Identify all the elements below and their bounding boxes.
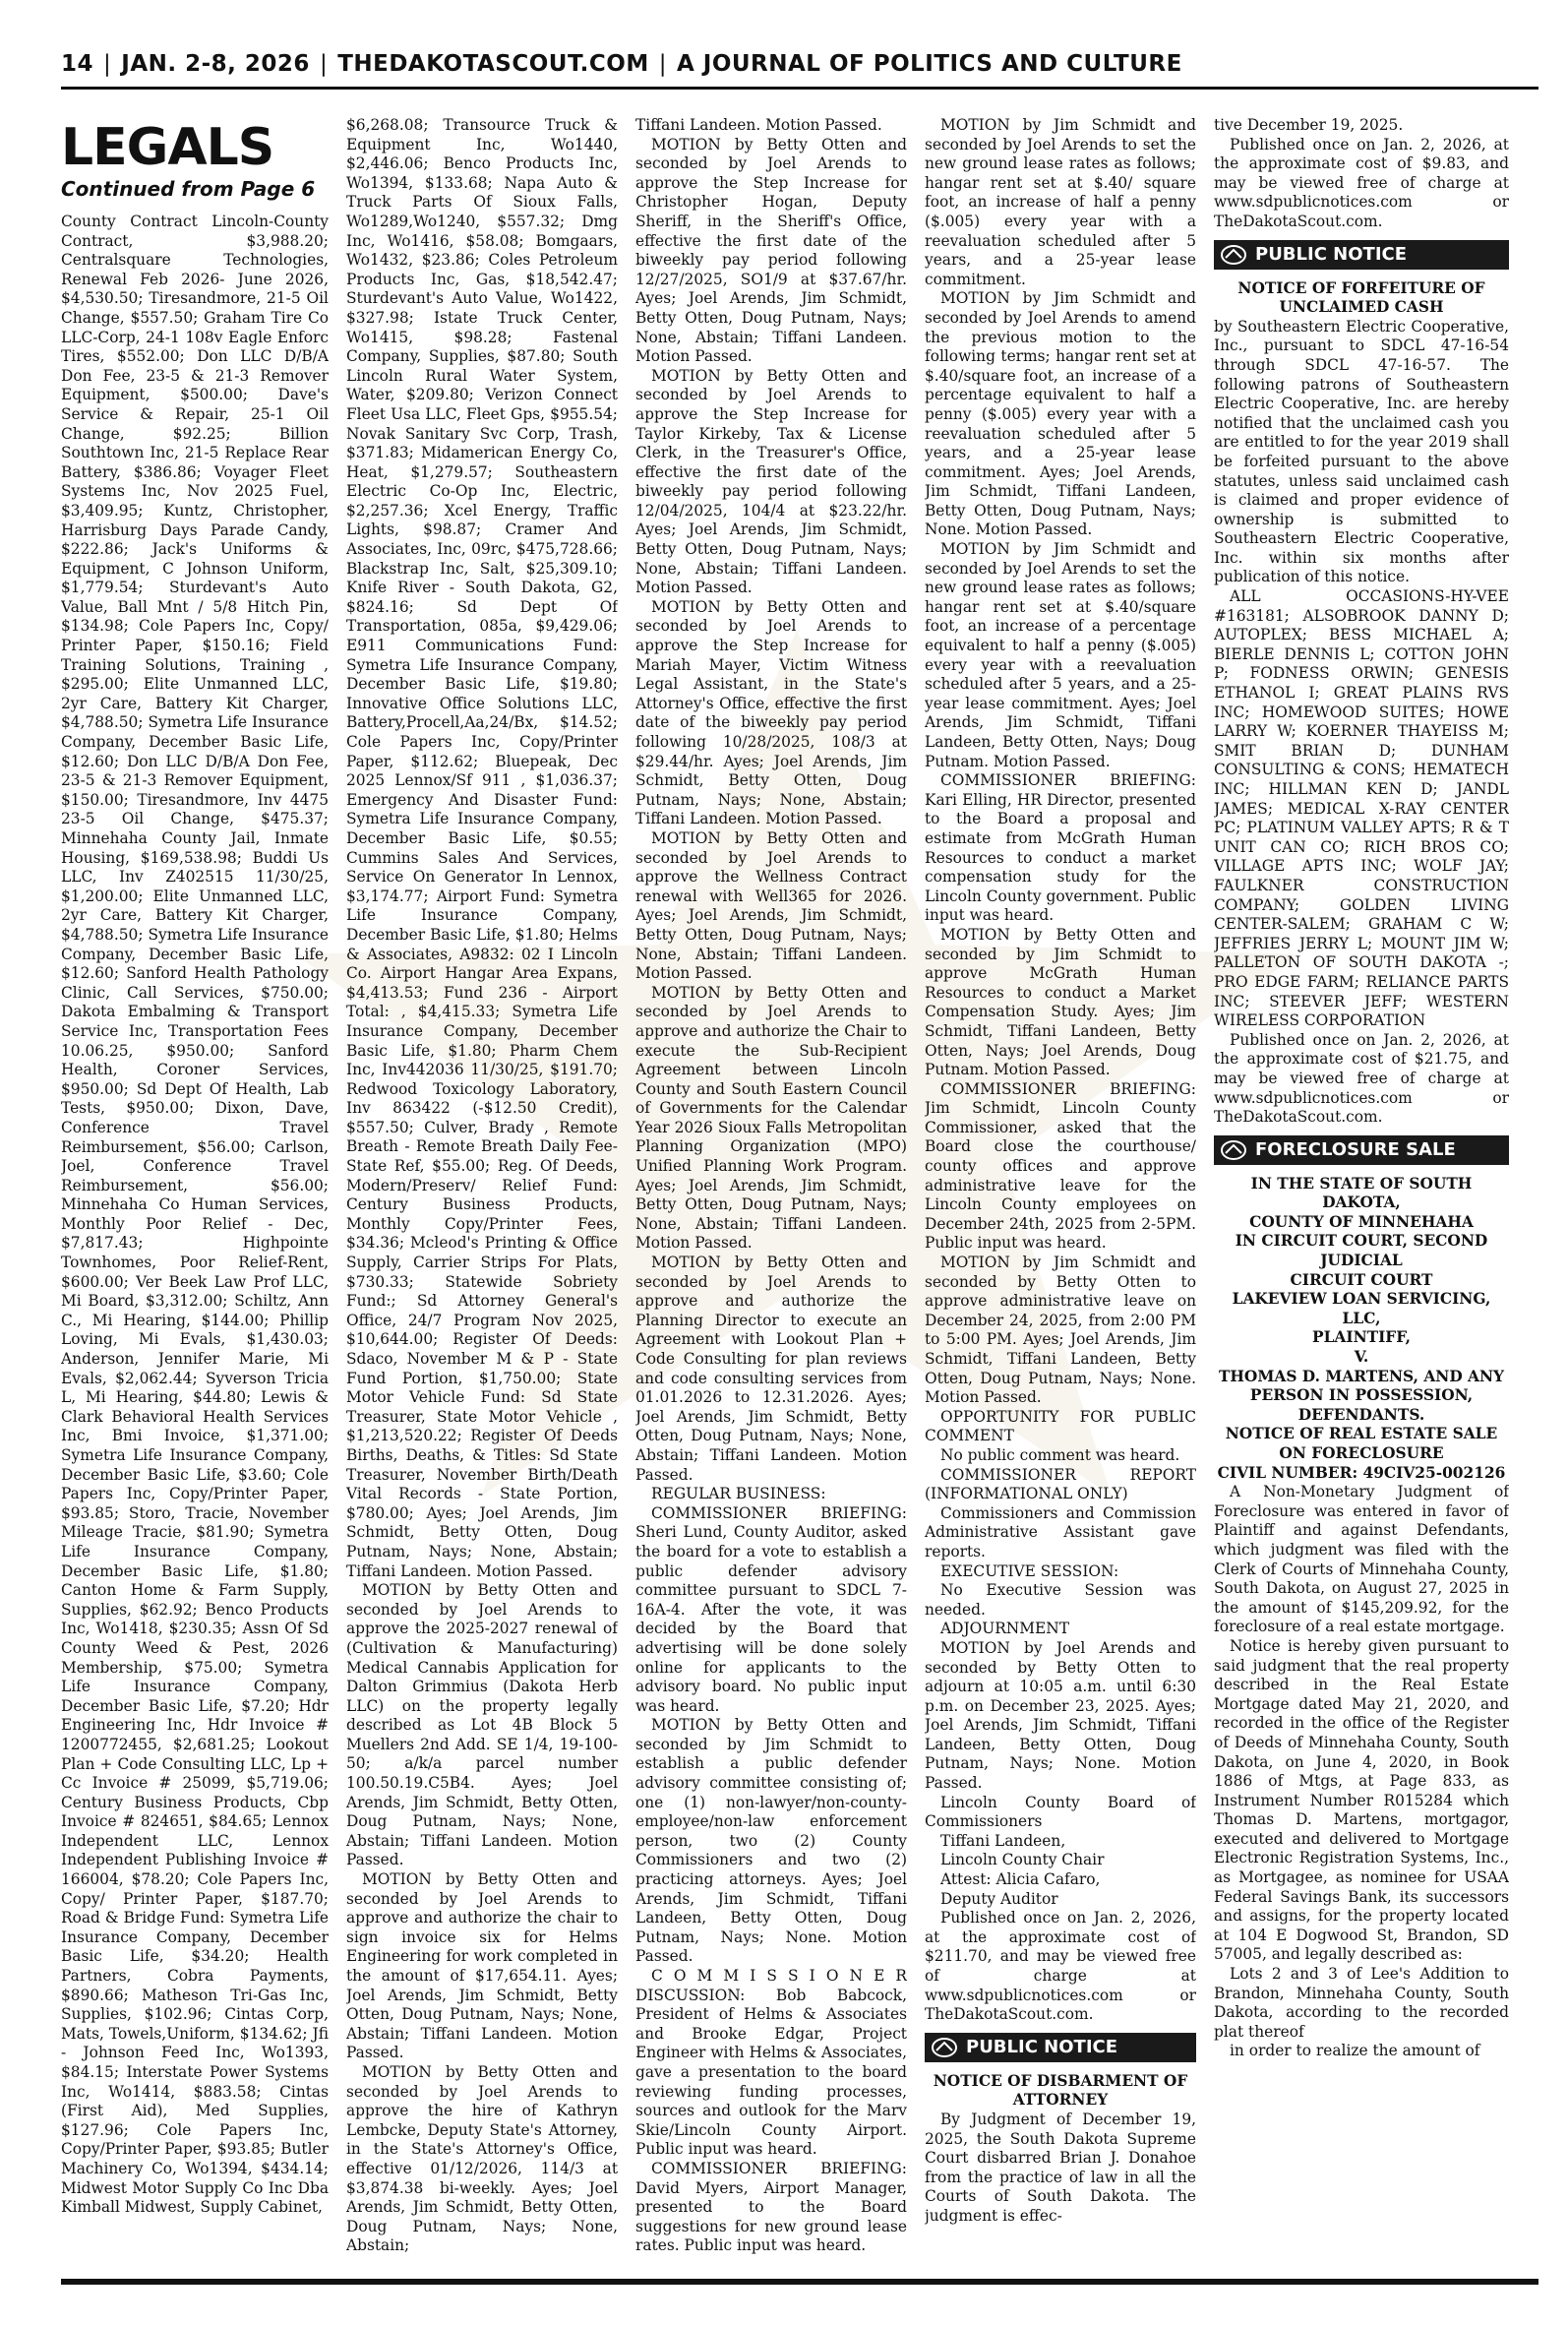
notice-heading: CIRCUIT COURT — [1290, 1270, 1433, 1289]
column-paragraph: MOTION by Betty Otten and seconded by Joel Arends to approve the Step Increase for Mariah Mayer, Victim Witness Legal Assistant, in the State's Attorney's Office, effective the first date of the biweekly pay period following 10/28/2025, 108/3 at $29.44/hr. Ayes; Joel Arends, Jim Schmidt, Betty Otten, Doug Putnam, Nays; None, Abstain; Tiffani Landeen. Motion Passed. — [635, 597, 907, 828]
column-paragraph: County Contract Lincoln-County Contract, $3,988.20; Centralsquare Technologies, Renewal Feb 2026- June 2026, $4,530.50; Tiresandmore, 21-5 Oil Change, $557.50; Graham Tire Co LLC-Corp, 24-1 108v Eagle Enforc Tires, $552.00; Don LLC D/B/A Don Fee, 23-5 & 21-3 Remover Equipment, $500.00; Dave's Service & Repair, 25-1 Oil Change, $92.25; Billion Southtown Inc, 21-5 Replace Rear Battery, $386.86; Voyager Fleet Systems Inc, Nov 2025 Fuel, $3,409.95; Kuntz, Christopher, Harrisburg Days Parade Candy, $222.86; Jack's Uniforms & Equipment, C Johnson Uniform, $1,779.54; Sturdevant's Auto Value, Ball Mnt / 5/8 Hitch Pin, $134.98; Cole Papers Inc, Copy/ Printer Paper, $150.16; Field Training Solutions, Training , $295.00; Elite Unmanned LLC, 2yr Care, Battery Kit Charger, $4,788.50; Symetra Life Insurance Company, December Basic Life, $12.60; Don LLC D/B/A Don Fee, 23-5 & 21-3 Remover Equipment, $150.00; Tiresandmore, Inv 4475 23-5 Oil Change, $475.37; Minnehaha County Jail, Inmate Housing, $169,538.98; Buddi Us LLC, Inv Z402515 11/30/25, $1,200.00; Elite Unmanned LLC, 2yr Care, Battery Kit Charger, $4,788.50; Symetra Life Insurance Company, December Basic Life, $12.60; Sanford Health Pathology Clinic, Call Services, $750.00; Dakota Embalming & Transport Service Inc, Transportation Fees 10.06.25, $950.00; Sanford Health, Coroner Services, $950.00; Sd Dept Of Health, Lab Tests, $950.00; Dixon, Dave, Conference Travel Reimbursement, $56.00; Carlson, Joel, Conference Travel Reimbursement, $56.00; Minnehaha Co Human Services, Monthly Poor Relief - Dec, $7,817.43; Highpointe Townhomes, Poor Relief-Rent, $600.00; Ver Beek Law Prof LLC, Mi Board, $3,312.00; Schiltz, Ann C., Mi Hearing, $144.00; Phillip Loving, Mi Evals, $1,430.03; Anderson, Jennifer Marie, Mi Evals, $2,062.44; Syverson Tricia L, Mi Hearing, $44.80; Lewis & Clark Behavioral Health Services Inc, Bmi Invoice, $1,371.00; Symetra Life Insurance Company, December Basic Life, $3.60; Cole Papers Inc, Copy/Printer Paper, $93.85; Storo, Tracie, November Mileage Tracie, $81.90; Symetra Life Insurance Company, December Basic Life, $1.80; Canton Home & Farm Supply, Supplies, $62.92; Benco Products Inc, Wo1418, $230.35; Assn Of Sd County Weed & Pest, 2026 Membership, $75.00; Symetra Life Insurance Company, December Basic Life, $7.20; Hdr Engineering Inc, Hdr Invoice # 1200772455, $2,681.25; Lookout Plan + Code Consulting LLC, Lp + Cc Invoice # 25099, $5,719.06; Century Business Products, Cbp Invoice # 824651, $84.65; Lennox Independent LLC, Lennox Independent Publishing Invoice # 166004, $78.20; Cole Papers Inc, Copy/ Printer Paper, $187.70; Road & Bridge Fund: Symetra Life Insurance Company, December Basic Life, $34.20; Health Partners, Cobra Payments, $890.66; Matheson Tri-Gas Inc, Supplies, $102.96; Cintas Corp, Mats, Towels,Uniform, $134.62; Jfi - Johnson Feed Inc, Wo1393, $84.15; Interstate Power Systems Inc, Wo1414, $883.58; Cintas (First Aid), Med Supplies, $127.96; Cole Papers Inc, Copy/Printer Paper, $93.85; Butler Machinery Co, Wo1394, $434.14; Midwest Motor Supply Co Inc Dba Kimball Midwest, Supply Cabinet, — [61, 213, 329, 2217]
column-paragraph: MOTION by Betty Otten and seconded by Joel Arends to approve the 2025-2027 renewal of (Cultivation & Manufacturing) Medical Cannabis Application for Dalton Grimmius (Dakota Herb LLC) on the property legally described as Lot 4B Block 5 Muellers 2nd Add. SE 1/4, 19-100-50; a/k/a parcel number 100.50.19.C5B4. Ayes; Joel Arends, Jim Schmidt, Betty Otten, Doug Putnam, Nays; None, Abstain; Tiffani Landeen. Motion Passed. — [346, 1581, 618, 1869]
tagline: A JOURNAL OF POLITICS AND CULTURE — [676, 51, 1182, 77]
notice-bar-label: FORECLOSURE SALE — [1255, 1138, 1456, 1160]
column-paragraph: Deputy Auditor — [940, 1889, 1058, 1908]
column-paragraph: EXECUTIVE SESSION: — [940, 1561, 1119, 1580]
notice-emblem-icon — [1220, 1139, 1247, 1161]
column-paragraph: By Judgment of December 19, 2025, the South Dakota Supreme Court disbarred Brian J. Donahoe from the practice of law in all the Courts of South Dakota. The judgment is effec- — [925, 2110, 1196, 2225]
column-paragraph: MOTION by Betty Otten and seconded by Joel Arends to approve and authorize the Chair to execute the Sub-Recipient Agreement between Lincoln County and South Eastern Council of Governments for the Calendar Year 2026 Sioux Falls Metropolitan Planning Organization (MPO) Unified Planning Work Program. Ayes; Joel Arends, Jim Schmidt, Betty Otten, Doug Putnam, Nays; None, Abstain; Tiffani Landeen. Motion Passed. — [635, 983, 907, 1253]
column-paragraph: Notice is hereby given pursuant to said judgment that the real property described in the Real Estate Mortgage dated May 21, 2020, and recorded in the office of the Register of Deeds of Minnehaha County, South Dakota, on June 4, 2020, in Book 1886 of Mtgs, at Page 833, as Instrument Number R015284 which Thomas D. Martens, mortgagor, executed and delivered to Mortgage Electronic Registration Systems, Inc., as Mortgagee, as nominee for USAA Federal Savings Bank, its successors and assigns, for the property located at 104 E Dogwood St, Brandon, SD 57005, and legally described as: — [1214, 1636, 1509, 1964]
column-1 — [61, 120, 329, 2218]
column-paragraph: MOTION by Betty Otten and seconded by Jim Schmidt to approve McGrath Human Resources to conduct a Market Compensation Study. Ayes; Jim Schmidt, Tiffani Landeen, Betty Otten, Nays; Joel Arends, Doug Putnam. Motion Passed. — [925, 925, 1196, 1079]
column-4 — [925, 116, 1196, 2227]
notice-bar-label: PUBLIC NOTICE — [1255, 243, 1408, 265]
notice-heading: NOTICE OF REAL ESTATE SALE ON FORECLOSURE — [1225, 1425, 1498, 1462]
column-3 — [635, 116, 907, 2256]
column-paragraph: MOTION by Jim Schmidt and seconded by Joel Arends to set the new ground lease rates as follows; hangar rent set at $.40/ square foot, an increase of half a penny ($.005) every year with a reevaluation scheduled after 5 years, and a 25-year lease commitment. — [925, 116, 1196, 288]
notice-heading: COUNTY OF MINNEHAHA — [1249, 1212, 1474, 1231]
column-paragraph: Lincoln County Board of Commissioners — [925, 1793, 1196, 1831]
notice-heading: IN THE STATE OF SOUTH DAKOTA, — [1250, 1174, 1473, 1212]
column-paragraph: MOTION by Betty Otten and seconded by Joel Arends to approve and authorize the chair to sign invoice six for Helms Engineering for work completed in the amount of $17,654.11. Ayes; Joel Arends, Jim Schmidt, Betty Otten, Doug Putnam, Nays; None, Abstain; Tiffani Landeen. Motion Passed. — [346, 1870, 618, 2062]
section-subtitle: Continued from Page 6 — [61, 177, 316, 201]
column-paragraph: MOTION by Betty Otten and seconded by Jim Schmidt to establish a public defender advisory committee consisting of; one (1) non-lawyer/non-county-employee/non-law enforcement person, two (2) County Commissioners and two (2) practicing attorneys. Ayes; Joel Arends, Jim Schmidt, Tiffani Landeen, Betty Otten, Doug Putnam, Nays; None. Motion Passed. — [635, 1716, 907, 1966]
column-paragraph: MOTION by Joel Arends and seconded by Betty Otten to adjourn at 10:05 a.m. until 6:30 p.m. on December 23, 2025. Ayes; Joel Arends, Jim Schmidt, Tiffani Landeen, Betty Otten, Doug Putnam, Nays; None. Motion Passed. — [925, 1638, 1196, 1793]
public-notice-bar — [925, 2033, 1196, 2062]
column-paragraph: MOTION by Jim Schmidt and seconded by Joel Arends to amend the previous motion to the following terms; hangar rent set at $.40/square foot, an increase of a percentage equivalent to half a penny ($.005) every year with a reevaluation scheduled after 5 years, and a 25-year lease commitment. Ayes; Joel Arends, Jim Schmidt, Tiffani Landeen, Betty Otten, Doug Putnam, Nays; None. Motion Passed. — [925, 289, 1196, 539]
column-paragraph: Lincoln County Chair — [940, 1851, 1105, 1869]
notice-emblem-icon — [1220, 244, 1247, 266]
foreclosure-sale-bar — [1214, 1135, 1509, 1165]
header-rule — [61, 87, 1538, 90]
column-paragraph: Published once on Jan. 2, 2026, at the approximate cost of $21.75, and may be viewed free of charge at www.sdpublicnotices.com or TheDakotaScout.com. — [1214, 1030, 1509, 1127]
column-paragraph: COMMISSIONER BRIEFING: Jim Schmidt, Lincoln County Commissioner, asked that the Board close the courthouse/ county offices and approve administrative leave for the Lincoln County employees on December 24th, 2025 from 2-5PM. Public input was heard. — [925, 1079, 1196, 1253]
column-paragraph: in order to realize the amount of — [1230, 2042, 1480, 2060]
page-number: 14 — [61, 51, 94, 77]
column-5 — [1214, 116, 1509, 2061]
column-paragraph: MOTION by Jim Schmidt and seconded by Betty Otten to approve administrative leave on December 24, 2025, from 2:00 PM to 5:00 PM. Ayes; Joel Arends, Jim Schmidt, Tiffani Landeen, Betty Otten, Doug Putnam, Nays; None. Motion Passed. — [925, 1254, 1196, 1407]
notice-heading: CIVIL NUMBER: 49CIV25-002126 — [1217, 1463, 1506, 1482]
column-paragraph: Tiffani Landeen, — [940, 1831, 1066, 1850]
column-paragraph: No public comment was heard. — [940, 1445, 1180, 1464]
column-paragraph: ALL OCCASIONS-HY-VEE #163181; ALSOBROOK DANNY D; AUTOPLEX; BESS MICHAEL A; BIERLE DENNIS L; COTTON JOHN P; FODNESS ORWIN; GENESIS ETHANOL I; GREAT PLAINS RVS INC; HOMEWOOD SUITES; HOWE LARRY W; KOERNER THAYEISS M; SMIT BRIAN D; DUNHAM CONSULTING & CONS; HEMATECH INC; HILLMAN KEN D; JANDL JAMES; MEDICAL X-RAY CENTER PC; PLATINUM VALLEY APTS; R & T UNIT CAN CO; RICH BROS CO; VILLAGE APTS INC; WOLF JAY; FAULKNER CONSTRUCTION COMPANY; GOLDEN LIVING CENTER-SALEM; GRAHAM C W; JEFFRIES JERRY L; MOUNT JIM W; PALLETON OF SOUTH DAKOTA -; PRO EDGE FARM; RELIANCE PARTS INC; STEEVER JEFF; WESTERN WIRELESS CORPORATION — [1214, 587, 1509, 1030]
column-paragraph: Published once on Jan. 2, 2026, at the approximate cost of $9.83, and may be viewed free of charge at www.sdpublicnotices.com or TheDakotaScout.com. — [1214, 135, 1509, 230]
separator: | — [658, 51, 667, 77]
column-paragraph: MOTION by Betty Otten and seconded by Joel Arends to approve the Step Increase for Taylor Kirkeby, Tax & License Clerk, in the Treasurer's Office, effective the first date of the biweekly pay period following 12/04/2025, 104/4 at $23.22/hr. Ayes; Joel Arends, Jim Schmidt, Betty Otten, Doug Putnam, Nays; None, Abstain; Tiffani Landeen. Motion Passed. — [635, 366, 907, 597]
notice-heading: NOTICE OF DISBARMENT OF ATTORNEY — [933, 2071, 1188, 2110]
column-paragraph: COMMISSIONER REPORT (INFORMATIONAL ONLY) — [925, 1465, 1196, 1503]
column-paragraph: COMMISSIONER BRIEFING: David Myers, Airport Manager, presented to the Board suggestions for new ground lease rates. Public input was heard. — [635, 2159, 907, 2255]
column-paragraph: OPPORTUNITY FOR PUBLIC COMMENT — [925, 1407, 1196, 1445]
footer-rule — [61, 2279, 1538, 2285]
column-paragraph: MOTION by Betty Otten and seconded by Joel Arends to approve the Wellness Contract renewal with Well365 for 2026. Ayes; Joel Arends, Jim Schmidt, Betty Otten, Doug Putnam, Nays; None, Abstain; Tiffani Landeen. Motion Passed. — [635, 828, 907, 983]
page-header — [61, 51, 1182, 77]
issue-date: JAN. 2-8, 2026 — [121, 51, 310, 77]
column-paragraph: Attest: Alicia Cafaro, — [940, 1870, 1101, 1889]
notice-bar-label: PUBLIC NOTICE — [966, 2036, 1118, 2057]
site-name: THEDAKOTASCOUT.COM — [337, 51, 649, 77]
notice-heading: NOTICE OF FORFEITURE OF UNCLAIMED CASH — [1237, 278, 1485, 317]
notice-heading: THOMAS D. MARTENS, AND ANY PERSON IN POSSESSION, DEFENDANTS. — [1218, 1367, 1505, 1424]
column-paragraph: $6,268.08; Transource Truck & Equipment Inc, Wo1440, $2,446.06; Benco Products Inc, Wo1394, $133.68; Napa Auto & Truck Parts Of Sioux Falls, Wo1289,Wo1240, $557.32; Dmg Inc, Wo1416, $58.08; Bomgaars, Wo1432, $23.86; Coles Petroleum Products Inc, Gas, $18,542.47; Sturdevant's Auto Value, Wo1422, $327.98; Istate Truck Center, Wo1415, $98.28; Fastenal Company, Supplies, $87.80; South Lincoln Rural Water System, Water, $209.80; Verizon Connect Fleet Usa LLC, Fleet Gps, $955.54; Novak Sanitary Svc Corp, Trash, $371.83; Midamerican Energy Co, Heat, $1,279.57; Southeastern Electric Co-Op Inc, Electric, $2,257.36; Xcel Energy, Traffic Lights, $98.87; Cramer And Associates, Inc, 09rc, $475,728.66; Blackstrap Inc, Salt, $25,309.10; Knife River - South Dakota, G2, $824.16; Sd Dept Of Transportation, 085a, $9,429.06; E911 Communications Fund: Symetra Life Insurance Company, December Basic Life, $19.80; Innovative Office Solutions LLC, Battery,Procell,Aa,24/Bx, $14.52; Cole Papers Inc, Copy/Printer Paper, $112.62; Bluepeak, Dec 2025 Lennox/Sf 911 , $1,036.37; Emergency And Disaster Fund: Symetra Life Insurance Company, December Basic Life, $0.55; Cummins Sales And Services, Service On Generator In Lennox, $3,174.77; Airport Fund: Symetra Life Insurance Company, December Basic Life, $1.80; Helms & Associates, A9832: 02 I Lincoln Co. Airport Hangar Area Expans, $4,413.53; Fund 236 - Airport Total: , $4,415.33; Symetra Life Insurance Company, December Basic Life, $1.80; Pharm Chem Inc, Inv442036 11/30/25, $191.70; Redwood Toxicology Laboratory, Inv 863422 (-$12.50 Credit), $557.50; Culver, Brady , Remote Breath - Remote Breath Daily Fee- State Ref, $55.00; Reg. Of Deeds, Modern/Preserv/ Relief Fund: Century Business Products, Monthly Copy/Printer Fees, $34.36; Mcleod's Printing & Office Supply, Carrier Strips For Plats, $730.33; Statewide Sobriety Fund:; Sd Attorney General's Office, 24/7 Program Nov 2025, $10,644.00; Register Of Deeds: Sdaco, November M & P - State Fund Portion, $1,750.00; State Motor Vehicle Fund: Sd State Treasurer, State Motor Vehicle , $1,213,520.22; Register Of Deeds Births, Deaths, & Titles: Sd State Treasurer, November Birth/Death Vital Records - State Portion, $780.00; Ayes; Joel Arends, Jim Schmidt, Betty Otten, Doug Putnam, Nays; None, Abstain; Tiffani Landeen. Motion Passed. — [346, 116, 618, 1580]
column-paragraph: REGULAR BUSINESS: — [651, 1485, 826, 1503]
column-paragraph: Lots 2 and 3 of Lee's Addition to Brandon, Minnehaha County, South Dakota, according to the recorded plat thereof — [1214, 1965, 1509, 2041]
section-title: LEGALS — [61, 120, 274, 177]
column-paragraph: by Southeastern Electric Cooperative, Inc., pursuant to SDCL 47-16-54 through SDCL 47-16-57. The following patrons of Southeastern Electric Cooperative, Inc. are hereby notified that the unclaimed cash you are entitled to for the year 2019 shall be forfeited pursuant to the above statutes, unless said unclaimed cash is claimed and proper evidence of ownership is submitted to Southeastern Electric Cooperative, Inc. within six months after publication of this notice. — [1214, 317, 1509, 586]
column-paragraph: Tiffani Landeen. Motion Passed. — [635, 116, 882, 134]
column-paragraph: A Non-Monetary Judgment of Foreclosure was entered in favor of Plaintiff and against Defendants, which judgment was filed with the Clerk of Courts of Minnehaha County, South Dakota, on August 27, 2025 in the amount of $145,209.92, for the foreclosure of a real estate mortgage. — [1214, 1483, 1509, 1636]
column-2 — [346, 116, 618, 2256]
separator: | — [103, 51, 112, 77]
column-paragraph: MOTION by Betty Otten and seconded by Joel Arends to approve and authorize the Planning Director to execute an Agreement with Lookout Plan + Code Consulting for plan reviews and code consulting services from 01.01.2026 to 12.31.2026. Ayes; Joel Arends, Jim Schmidt, Betty Otten, Doug Putnam, Nays; None, Abstain; Tiffani Landeen. Motion Passed. — [635, 1254, 907, 1484]
notice-emblem-icon — [931, 2037, 958, 2058]
column-paragraph: tive December 19, 2025. — [1214, 116, 1404, 134]
column-paragraph: Published once on Jan. 2, 2026, at the approximate cost of $211.70, and may be viewed free of charge at www.sdpublicnotices.com or TheDakotaScout.com. — [925, 1909, 1196, 2024]
column-paragraph: COMMISSIONER BRIEFING: Kari Elling, HR Director, presented to the Board a proposal and estimate from McGrath Human Resources to conduct a market compensation study for the Lincoln County government. Public input was heard. — [925, 771, 1196, 925]
notice-heading: PLAINTIFF, — [1312, 1328, 1411, 1347]
column-paragraph: ADJOURNMENT — [940, 1620, 1069, 1638]
separator: | — [319, 51, 329, 77]
column-paragraph: MOTION by Jim Schmidt and seconded by Joel Arends to set the new ground lease rates as follows; hangar rent set at $.40/square foot, an increase of a percentage equivalent to half a penny ($.005) every year with a reevaluation scheduled after 5 years, and a 25-year lease commitment. Ayes; Joel Arends, Jim Schmidt, Tiffani Landeen, Betty Otten, Nays; Doug Putnam. Motion Passed. — [925, 540, 1196, 770]
column-paragraph: MOTION by Betty Otten and seconded by Joel Arends to approve the hire of Kathryn Lembcke, Deputy State's Attorney, in the State's Attorney's Office, effective 01/12/2026, 114/3 at $3,874.38 bi-weekly. Ayes; Joel Arends, Jim Schmidt, Betty Otten, Doug Putnam, Nays; None, Abstain; — [346, 2062, 618, 2255]
notice-heading: IN CIRCUIT COURT, SECOND JUDICIAL — [1235, 1232, 1488, 1270]
column-paragraph: MOTION by Betty Otten and seconded by Joel Arends to approve the Step Increase for Christopher Hogan, Deputy Sheriff, in the Sheriff's Office, effective the first date of the biweekly pay period following 12/27/2025, SO1/9 at $37.67/hr. Ayes; Joel Arends, Jim Schmidt, Betty Otten, Doug Putnam, Nays; None, Abstain; Tiffani Landeen. Motion Passed. — [635, 135, 907, 366]
notice-heading: V. — [1354, 1348, 1369, 1367]
public-notice-bar — [1214, 240, 1509, 270]
notice-heading: LAKEVIEW LOAN SERVICING, LLC, — [1232, 1290, 1491, 1327]
column-paragraph: COMMISSIONER BRIEFING: Sheri Lund, County Auditor, asked the board for a vote to establish a public defender advisory committee pursuant to SDCL 7-16A-4. After the vote, it was decided by the Board that advertising will be done solely online for applicants to the advisory board. No public input was heard. — [635, 1503, 907, 1715]
column-paragraph: Commissioners and Commission Administrative Assistant gave reports. — [925, 1503, 1196, 1560]
column-paragraph: No Executive Session was needed. — [925, 1581, 1196, 1619]
column-paragraph: C O M M I S S I O N E R DISCUSSION: Bob Babcock, President of Helms & Associates and Brooke Edgar, Project Engineer with Helms & Associates, gave a presentation to the board reviewing funding processes, sources and outlook for the Marv Skie/Lincoln County Airport. Public input was heard. — [635, 1967, 907, 2159]
